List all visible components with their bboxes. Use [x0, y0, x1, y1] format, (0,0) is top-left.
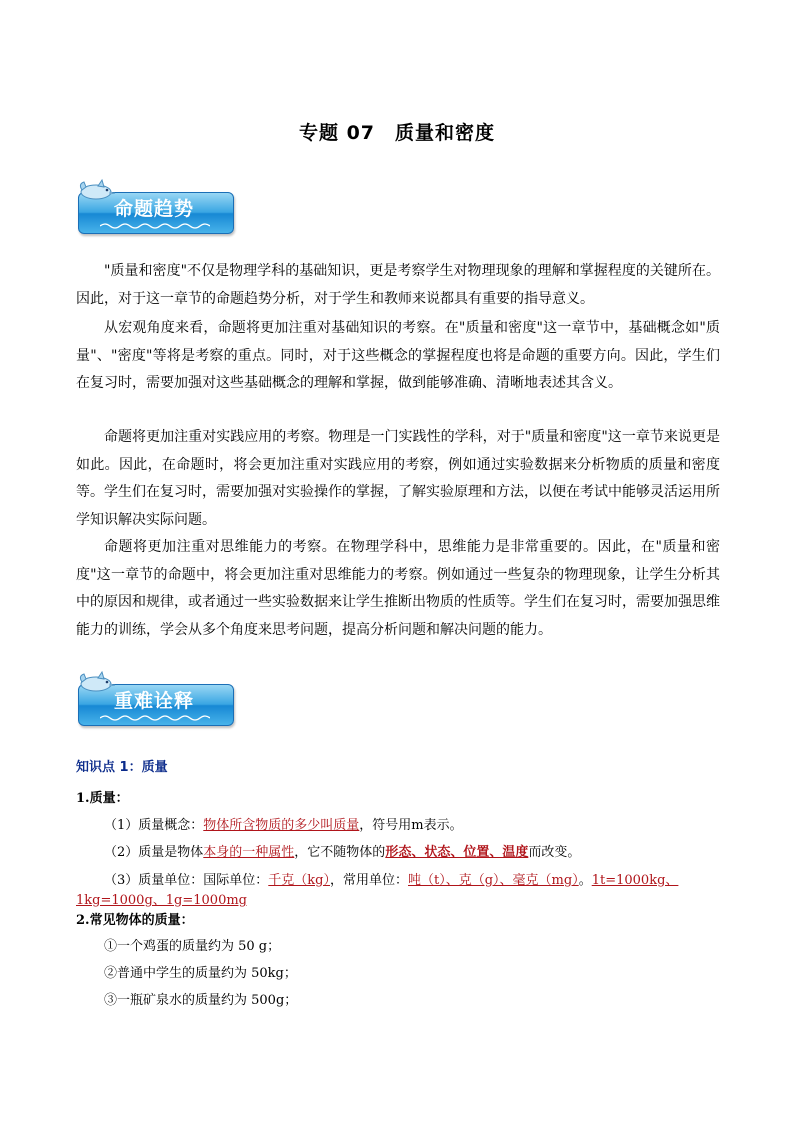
knowledge-point-heading: 知识点 1：质量 — [76, 760, 168, 775]
paragraph-4: 命题将更加注重对思维能力的考察。在物理学科中，思维能力是非常重要的。因此，在"质量和密度"这一章节的命题中，将会更加注重对思维能力的考察。例如通过一些复杂的物理现象，让学生分析其中的原因和规律，或者通过一些实验数据来让学生推断出物质的性质等。学生们在复习时，需要加强思维能力的训练，学会从多个角度来思考问题，提高分析问题和解决问题的能力。 — [76, 539, 720, 638]
example-item: ②普通中学生的质量约为 50kg； — [104, 966, 297, 981]
text: 而改变。 — [528, 845, 581, 860]
paragraph-1: "质量和密度"不仅是物理学科的基础知识，更是考察学生对物理现象的理解和掌握程度的关键所在。因此，对于这一章节的命题趋势分析，对于学生和教师来说都具有重要的指导意义。 — [76, 263, 720, 307]
text: 。 — [578, 873, 592, 888]
paragraph-2: 从宏观角度来看，命题将更加注重对基础知识的考察。在"质量和密度"这一章节中，基础概念如"质量"、"密度"等将是考察的重点。同时，对于这些概念的掌握程度也将是命题的重要方向。因此，学生们在复习时，需要加强对这些基础概念的理解和掌握，做到能够准确、清晰地表述其含义。 — [76, 320, 720, 391]
text: ，它不随物体的 — [294, 845, 386, 860]
text: （1）质量概念： — [104, 818, 204, 833]
banner-label: 重难诠释 — [114, 690, 195, 712]
text: （2）质量是物体 — [104, 845, 204, 860]
mass-unit-line — [104, 869, 678, 888]
example-item: ③一瓶矿泉水的质量约为 500g； — [104, 993, 298, 1008]
highlight-text: 1kg=1000g、1g=1000mg — [76, 893, 247, 908]
highlight-text: 本身的一种属性 — [203, 845, 295, 860]
example-item: ①一个鸡蛋的质量约为 50 g； — [104, 939, 281, 954]
text: ，常用单位： — [329, 873, 408, 888]
dolphin-icon — [76, 178, 116, 212]
mass-property-line — [104, 841, 580, 860]
dolphin-icon — [76, 670, 116, 704]
mass-concept-line — [104, 814, 463, 833]
section-heading-mass: 1.质量： — [76, 791, 129, 806]
section-banner-key-points — [78, 676, 234, 726]
highlight-text: 千克（kg） — [268, 873, 330, 888]
wave-decoration — [100, 714, 210, 722]
text: ，符号用m表示。 — [359, 818, 463, 833]
text: （3）质量单位：国际单位： — [104, 873, 269, 888]
section-heading-common-mass: 2.常见物体的质量： — [76, 913, 194, 928]
highlight-text: 1t=1000kg、 — [591, 873, 679, 888]
wave-decoration — [100, 222, 210, 230]
highlight-text: 物体所含物质的多少叫质量 — [203, 818, 360, 833]
paragraph-3: 命题将更加注重对实践应用的考察。物理是一门实践性的学科，对于"质量和密度"这一章节来说更是如此。因此，在命题时，将会更加注重对实践应用的考察，例如通过实验数据来分析物质的质量和密度等。学生们在复习时，需要加强对实验操作的掌握，了解实验原理和方法，以便在考试中能够灵活运用所学知识解决实际问题。 — [76, 429, 720, 528]
mass-unit-line-continued — [76, 889, 247, 908]
banner-label: 命题趋势 — [114, 198, 195, 220]
page-title: 专题 07 质量和密度 — [298, 122, 496, 144]
highlight-text: 形态、状态、位置、温度 — [385, 845, 529, 860]
section-banner-trend — [78, 184, 234, 234]
highlight-text: 吨（t）、克（g）、毫克（mg） — [408, 873, 579, 888]
